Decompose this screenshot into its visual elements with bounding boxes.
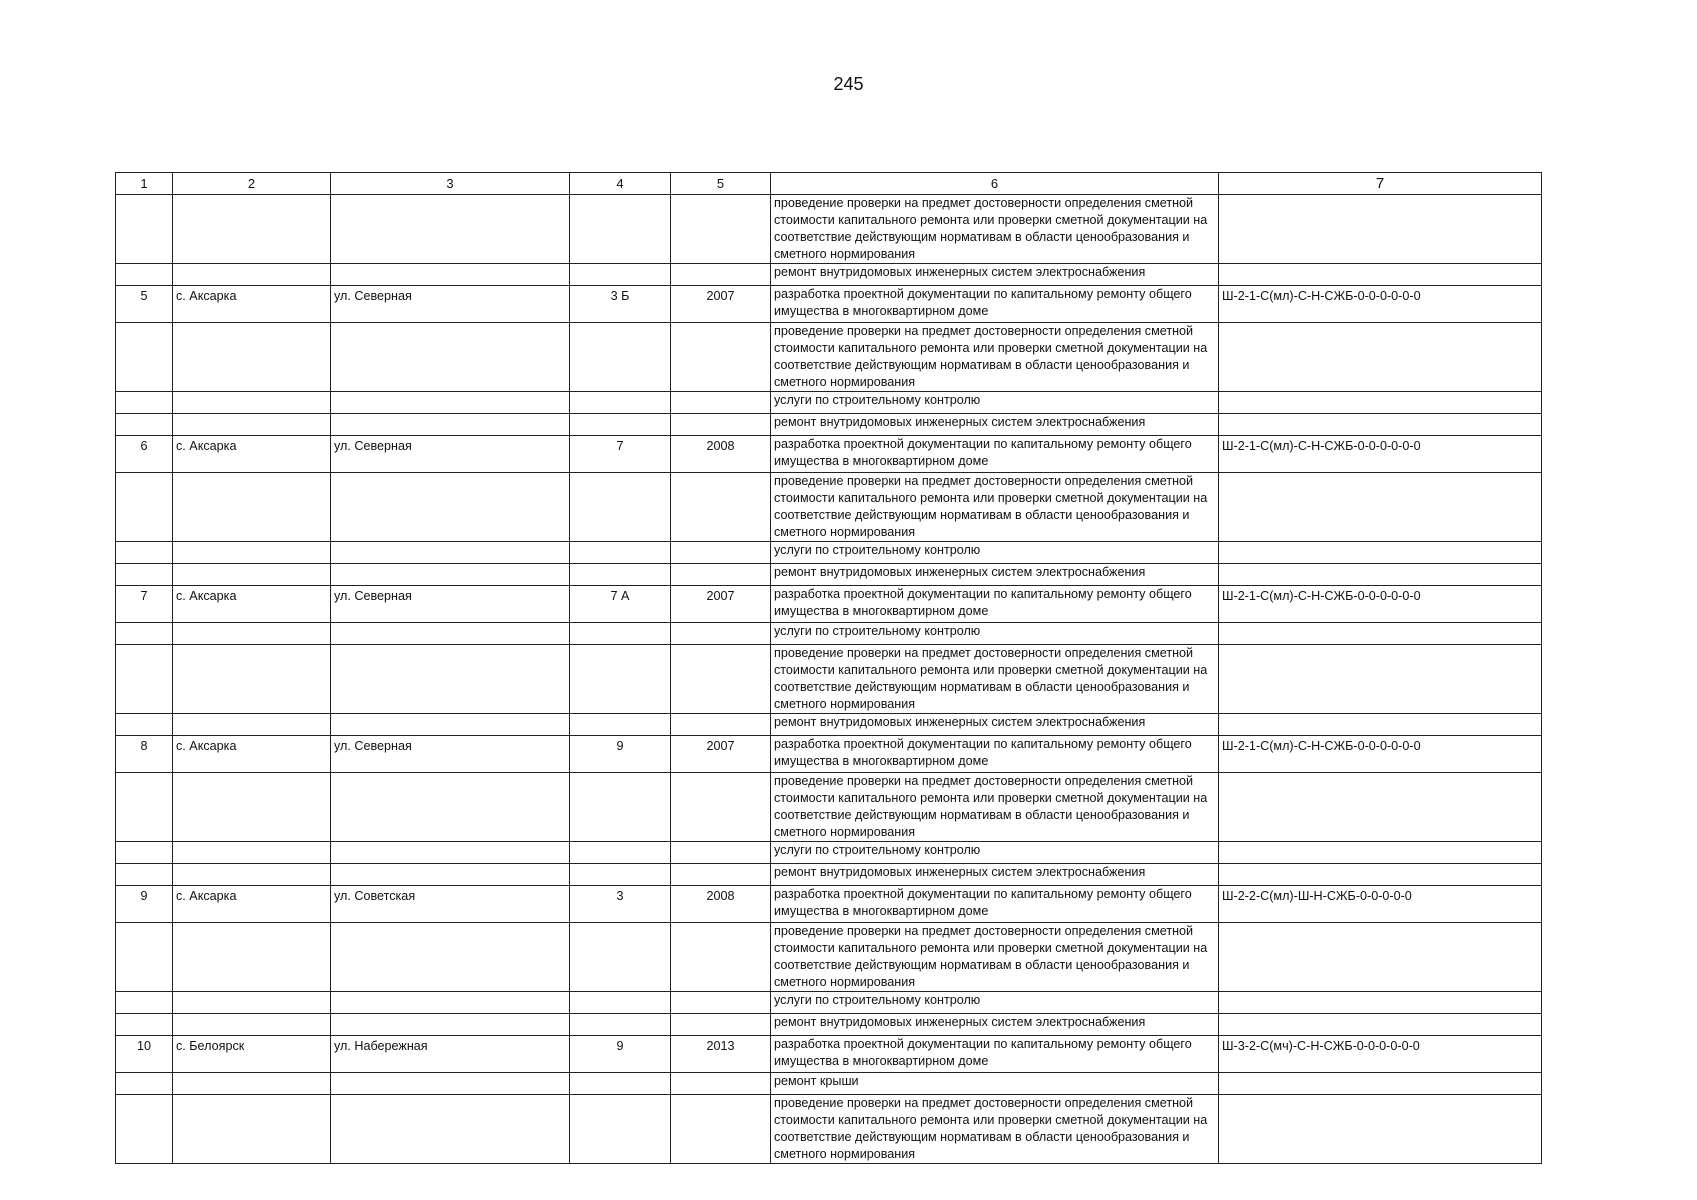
building-code-cell — [1219, 542, 1542, 564]
house-number-cell: 9 — [570, 1036, 671, 1073]
street-cell — [331, 623, 570, 645]
settlement-cell — [173, 864, 331, 886]
row-number-cell — [116, 473, 173, 542]
house-number-cell: 9 — [570, 736, 671, 773]
row-number-cell — [116, 623, 173, 645]
street-cell — [331, 923, 570, 992]
row-number-cell — [116, 542, 173, 564]
row-number-cell — [116, 992, 173, 1014]
building-code-cell — [1219, 195, 1542, 264]
work-type-cell: услуги по строительному контролю — [771, 542, 1219, 564]
row-number-cell: 9 — [116, 886, 173, 923]
house-number-cell — [570, 564, 671, 586]
settlement-cell — [173, 623, 331, 645]
column-header-7: 7 — [1219, 173, 1542, 195]
building-code-cell: Ш-2-2-С(мл)-Ш-Н-СЖБ-0-0-0-0-0 — [1219, 886, 1542, 923]
building-code-cell: Ш-2-1-С(мл)-С-Н-СЖБ-0-0-0-0-0-0 — [1219, 586, 1542, 623]
work-type-cell: ремонт внутридомовых инженерных систем электроснабжения — [771, 1014, 1219, 1036]
work-type-cell: разработка проектной документации по капитальному ремонту общего имущества в многоквартирном доме — [771, 736, 1219, 773]
house-number-cell — [570, 645, 671, 714]
column-header-1: 1 — [116, 173, 173, 195]
street-cell — [331, 1014, 570, 1036]
table-row — [116, 923, 1542, 992]
row-number-cell: 10 — [116, 1036, 173, 1073]
year-cell: 2007 — [671, 286, 771, 323]
settlement-cell: с. Аксарка — [173, 586, 331, 623]
table-row — [116, 623, 1542, 645]
settlement-cell: с. Аксарка — [173, 436, 331, 473]
building-code-cell — [1219, 1014, 1542, 1036]
building-code-cell — [1219, 323, 1542, 392]
year-cell: 2013 — [671, 1036, 771, 1073]
year-cell — [671, 473, 771, 542]
row-number-cell — [116, 1073, 173, 1095]
table-row — [116, 564, 1542, 586]
street-cell — [331, 842, 570, 864]
work-type-cell: проведение проверки на предмет достоверности определения сметной стоимости капитального ремонта или проверки сметной документации на соответствие действующим нормативам в области ценообразования и сметного нормирования — [771, 323, 1219, 392]
work-type-cell: ремонт внутридомовых инженерных систем электроснабжения — [771, 864, 1219, 886]
repair-register-table — [115, 172, 1542, 1164]
work-type-cell: разработка проектной документации по капитальному ремонту общего имущества в многоквартирном доме — [771, 436, 1219, 473]
settlement-cell — [173, 264, 331, 286]
settlement-cell — [173, 323, 331, 392]
house-number-cell — [570, 323, 671, 392]
house-number-cell — [570, 195, 671, 264]
year-cell — [671, 564, 771, 586]
year-cell — [671, 923, 771, 992]
building-code-cell: Ш-2-1-С(мл)-С-Н-СЖБ-0-0-0-0-0-0 — [1219, 436, 1542, 473]
year-cell — [671, 542, 771, 564]
row-number-cell — [116, 645, 173, 714]
year-cell — [671, 323, 771, 392]
house-number-cell — [570, 623, 671, 645]
table-row — [116, 286, 1542, 323]
row-number-cell — [116, 714, 173, 736]
work-type-cell: услуги по строительному контролю — [771, 392, 1219, 414]
building-code-cell: Ш-3-2-С(мч)-С-Н-СЖБ-0-0-0-0-0-0 — [1219, 1036, 1542, 1073]
work-type-cell: проведение проверки на предмет достоверности определения сметной стоимости капитального ремонта или проверки сметной документации на соответствие действующим нормативам в области ценообразования и сметного нормирования — [771, 473, 1219, 542]
settlement-cell — [173, 542, 331, 564]
year-cell — [671, 1095, 771, 1164]
building-code-cell — [1219, 264, 1542, 286]
building-code-cell — [1219, 923, 1542, 992]
building-code-cell: Ш-2-1-С(мл)-С-Н-СЖБ-0-0-0-0-0-0 — [1219, 286, 1542, 323]
row-number-cell — [116, 864, 173, 886]
table-row — [116, 1014, 1542, 1036]
settlement-cell — [173, 414, 331, 436]
row-number-cell — [116, 392, 173, 414]
work-type-cell: разработка проектной документации по капитальному ремонту общего имущества в многоквартирном доме — [771, 886, 1219, 923]
work-type-cell: услуги по строительному контролю — [771, 623, 1219, 645]
building-code-cell — [1219, 992, 1542, 1014]
column-header-2: 2 — [173, 173, 331, 195]
settlement-cell — [173, 773, 331, 842]
building-code-cell: Ш-2-1-С(мл)-С-Н-СЖБ-0-0-0-0-0-0 — [1219, 736, 1542, 773]
work-type-cell: проведение проверки на предмет достоверности определения сметной стоимости капитального ремонта или проверки сметной документации на соответствие действующим нормативам в области ценообразования и сметного нормирования — [771, 923, 1219, 992]
house-number-cell: 7 — [570, 436, 671, 473]
street-cell — [331, 1095, 570, 1164]
work-type-cell: проведение проверки на предмет достоверности определения сметной стоимости капитального ремонта или проверки сметной документации на соответствие действующим нормативам в области ценообразования и сметного нормирования — [771, 1095, 1219, 1164]
street-cell — [331, 564, 570, 586]
settlement-cell — [173, 473, 331, 542]
table-row — [116, 864, 1542, 886]
year-cell — [671, 842, 771, 864]
building-code-cell — [1219, 623, 1542, 645]
year-cell — [671, 392, 771, 414]
work-type-cell: разработка проектной документации по капитальному ремонту общего имущества в многоквартирном доме — [771, 1036, 1219, 1073]
row-number-cell — [116, 923, 173, 992]
row-number-cell — [116, 414, 173, 436]
settlement-cell — [173, 1073, 331, 1095]
building-code-cell — [1219, 414, 1542, 436]
settlement-cell — [173, 564, 331, 586]
table-body — [116, 195, 1542, 1164]
building-code-cell — [1219, 564, 1542, 586]
year-cell — [671, 195, 771, 264]
work-type-cell: услуги по строительному контролю — [771, 842, 1219, 864]
column-number-header-row — [116, 173, 1542, 195]
row-number-cell — [116, 264, 173, 286]
building-code-cell — [1219, 773, 1542, 842]
building-code-cell — [1219, 392, 1542, 414]
house-number-cell — [570, 773, 671, 842]
house-number-cell — [570, 864, 671, 886]
year-cell — [671, 1014, 771, 1036]
work-type-cell: разработка проектной документации по капитальному ремонту общего имущества в многоквартирном доме — [771, 286, 1219, 323]
street-cell — [331, 992, 570, 1014]
house-number-cell: 3 Б — [570, 286, 671, 323]
street-cell — [331, 473, 570, 542]
building-code-cell — [1219, 1073, 1542, 1095]
row-number-cell — [116, 773, 173, 842]
table-row — [116, 736, 1542, 773]
year-cell — [671, 264, 771, 286]
table-row — [116, 586, 1542, 623]
settlement-cell: с. Аксарка — [173, 736, 331, 773]
street-cell — [331, 414, 570, 436]
street-cell — [331, 323, 570, 392]
settlement-cell — [173, 195, 331, 264]
row-number-cell: 5 — [116, 286, 173, 323]
table-row — [116, 714, 1542, 736]
year-cell — [671, 645, 771, 714]
row-number-cell — [116, 564, 173, 586]
house-number-cell — [570, 542, 671, 564]
settlement-cell — [173, 842, 331, 864]
house-number-cell — [570, 992, 671, 1014]
table-row — [116, 542, 1542, 564]
house-number-cell — [570, 842, 671, 864]
settlement-cell — [173, 923, 331, 992]
house-number-cell: 7 А — [570, 586, 671, 623]
row-number-cell: 8 — [116, 736, 173, 773]
year-cell: 2007 — [671, 736, 771, 773]
settlement-cell — [173, 1014, 331, 1036]
row-number-cell — [116, 323, 173, 392]
street-cell — [331, 645, 570, 714]
street-cell: ул. Северная — [331, 436, 570, 473]
column-header-6: 6 — [771, 173, 1219, 195]
street-cell — [331, 264, 570, 286]
table-row — [116, 992, 1542, 1014]
street-cell: ул. Северная — [331, 586, 570, 623]
work-type-cell: проведение проверки на предмет достоверности определения сметной стоимости капитального ремонта или проверки сметной документации на соответствие действующим нормативам в области ценообразования и сметного нормирования — [771, 195, 1219, 264]
year-cell: 2008 — [671, 436, 771, 473]
work-type-cell: проведение проверки на предмет достоверности определения сметной стоимости капитального ремонта или проверки сметной документации на соответствие действующим нормативам в области ценообразования и сметного нормирования — [771, 645, 1219, 714]
table-row — [116, 436, 1542, 473]
column-header-4: 4 — [570, 173, 671, 195]
settlement-cell — [173, 1095, 331, 1164]
settlement-cell — [173, 992, 331, 1014]
building-code-cell — [1219, 1095, 1542, 1164]
house-number-cell — [570, 923, 671, 992]
house-number-cell — [570, 392, 671, 414]
year-cell — [671, 623, 771, 645]
work-type-cell: разработка проектной документации по капитальному ремонту общего имущества в многоквартирном доме — [771, 586, 1219, 623]
work-type-cell: ремонт внутридомовых инженерных систем электроснабжения — [771, 264, 1219, 286]
table-row — [116, 392, 1542, 414]
row-number-cell: 7 — [116, 586, 173, 623]
house-number-cell — [570, 1073, 671, 1095]
settlement-cell — [173, 714, 331, 736]
table-row — [116, 473, 1542, 542]
street-cell — [331, 864, 570, 886]
table-row — [116, 1036, 1542, 1073]
table-row — [116, 264, 1542, 286]
work-type-cell: ремонт внутридомовых инженерных систем электроснабжения — [771, 414, 1219, 436]
year-cell: 2007 — [671, 586, 771, 623]
year-cell — [671, 1073, 771, 1095]
row-number-cell — [116, 1095, 173, 1164]
settlement-cell — [173, 645, 331, 714]
row-number-cell — [116, 195, 173, 264]
year-cell — [671, 414, 771, 436]
table-row — [116, 645, 1542, 714]
building-code-cell — [1219, 842, 1542, 864]
year-cell — [671, 864, 771, 886]
house-number-cell — [570, 473, 671, 542]
street-cell: ул. Северная — [331, 286, 570, 323]
house-number-cell — [570, 414, 671, 436]
work-type-cell: проведение проверки на предмет достоверности определения сметной стоимости капитального ремонта или проверки сметной документации на соответствие действующим нормативам в области ценообразования и сметного нормирования — [771, 773, 1219, 842]
year-cell — [671, 714, 771, 736]
house-number-cell — [570, 714, 671, 736]
building-code-cell — [1219, 473, 1542, 542]
column-header-5: 5 — [671, 173, 771, 195]
table-row — [116, 773, 1542, 842]
year-cell — [671, 992, 771, 1014]
house-number-cell — [570, 1095, 671, 1164]
page-number: 245 — [833, 74, 864, 94]
settlement-cell: с. Белоярск — [173, 1036, 331, 1073]
street-cell — [331, 542, 570, 564]
table-row — [116, 1095, 1542, 1164]
street-cell: ул. Набережная — [331, 1036, 570, 1073]
column-header-3: 3 — [331, 173, 570, 195]
work-type-cell: ремонт внутридомовых инженерных систем электроснабжения — [771, 564, 1219, 586]
building-code-cell — [1219, 714, 1542, 736]
row-number-cell — [116, 1014, 173, 1036]
street-cell: ул. Северная — [331, 736, 570, 773]
street-cell: ул. Советская — [331, 886, 570, 923]
settlement-cell: с. Аксарка — [173, 286, 331, 323]
street-cell — [331, 1073, 570, 1095]
settlement-cell — [173, 392, 331, 414]
work-type-cell: услуги по строительному контролю — [771, 992, 1219, 1014]
street-cell — [331, 714, 570, 736]
street-cell — [331, 392, 570, 414]
year-cell: 2008 — [671, 886, 771, 923]
row-number-cell — [116, 842, 173, 864]
street-cell — [331, 773, 570, 842]
table-row — [116, 323, 1542, 392]
settlement-cell: с. Аксарка — [173, 886, 331, 923]
street-cell — [331, 195, 570, 264]
table-row — [116, 842, 1542, 864]
row-number-cell: 6 — [116, 436, 173, 473]
house-number-cell — [570, 264, 671, 286]
year-cell — [671, 773, 771, 842]
table-row — [116, 414, 1542, 436]
table-row — [116, 886, 1542, 923]
building-code-cell — [1219, 864, 1542, 886]
table-row — [116, 195, 1542, 264]
work-type-cell: ремонт крыши — [771, 1073, 1219, 1095]
building-code-cell — [1219, 645, 1542, 714]
house-number-cell: 3 — [570, 886, 671, 923]
table-row — [116, 1073, 1542, 1095]
work-type-cell: ремонт внутридомовых инженерных систем электроснабжения — [771, 714, 1219, 736]
house-number-cell — [570, 1014, 671, 1036]
